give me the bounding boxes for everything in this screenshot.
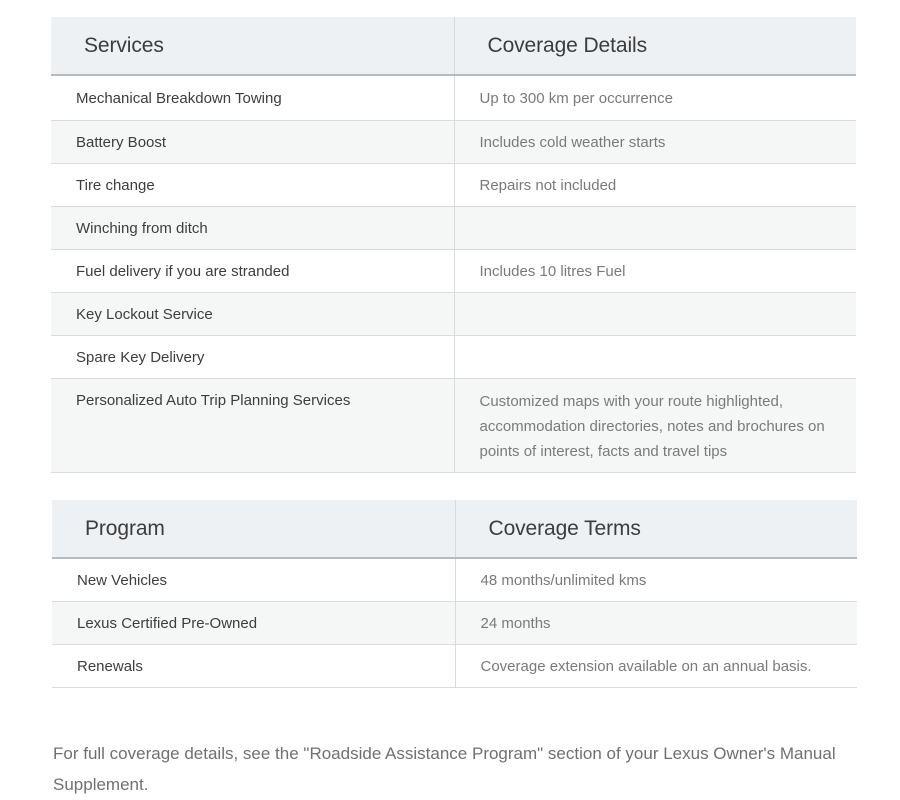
table-row xyxy=(51,75,856,120)
coverage-terms-column-header: Coverage Terms xyxy=(455,500,857,558)
table-row xyxy=(51,335,856,378)
service-name: Personalized Auto Trip Planning Services xyxy=(51,378,454,472)
coverage-term: 48 months/unlimited kms xyxy=(455,558,857,601)
table-row xyxy=(52,644,857,687)
program-name: New Vehicles xyxy=(52,558,455,601)
coverage-term: Coverage extension available on an annual basis. xyxy=(455,644,857,687)
table-row xyxy=(52,558,857,601)
table-row xyxy=(51,292,856,335)
services-table xyxy=(51,17,856,473)
services-column-header: Services xyxy=(51,17,454,75)
service-name: Tire change xyxy=(51,163,454,206)
coverage-detail: Customized maps with your route highlighted, accommodation directories, notes and brochures on points of interest, facts and travel tips xyxy=(454,378,856,472)
table-row xyxy=(51,378,856,472)
coverage-detail xyxy=(454,206,856,249)
table-row xyxy=(51,120,856,163)
services-header-row xyxy=(51,17,856,75)
coverage-term: 24 months xyxy=(455,601,857,644)
service-name: Mechanical Breakdown Towing xyxy=(51,75,454,120)
table-row xyxy=(51,206,856,249)
program-column-header: Program xyxy=(52,500,455,558)
program-name: Lexus Certified Pre-Owned xyxy=(52,601,455,644)
coverage-detail: Up to 300 km per occurrence xyxy=(454,75,856,120)
program-name: Renewals xyxy=(52,644,455,687)
service-name: Battery Boost xyxy=(51,120,454,163)
coverage-details-column-header: Coverage Details xyxy=(454,17,856,75)
table-row xyxy=(51,249,856,292)
coverage-detail: Includes 10 litres Fuel xyxy=(454,249,856,292)
program-header-row xyxy=(52,500,857,558)
coverage-detail xyxy=(454,292,856,335)
table-row xyxy=(51,163,856,206)
table-row xyxy=(52,601,857,644)
service-name: Fuel delivery if you are stranded xyxy=(51,249,454,292)
coverage-detail: Repairs not included xyxy=(454,163,856,206)
service-name: Spare Key Delivery xyxy=(51,335,454,378)
service-name: Winching from ditch xyxy=(51,206,454,249)
footnote: For full coverage details, see the "Roadside Assistance Program" section of your Lexus Owner's Manual Supplement. xyxy=(53,744,836,794)
service-name: Key Lockout Service xyxy=(51,292,454,335)
coverage-detail: Includes cold weather starts xyxy=(454,120,856,163)
coverage-detail xyxy=(454,335,856,378)
program-table xyxy=(52,500,857,688)
